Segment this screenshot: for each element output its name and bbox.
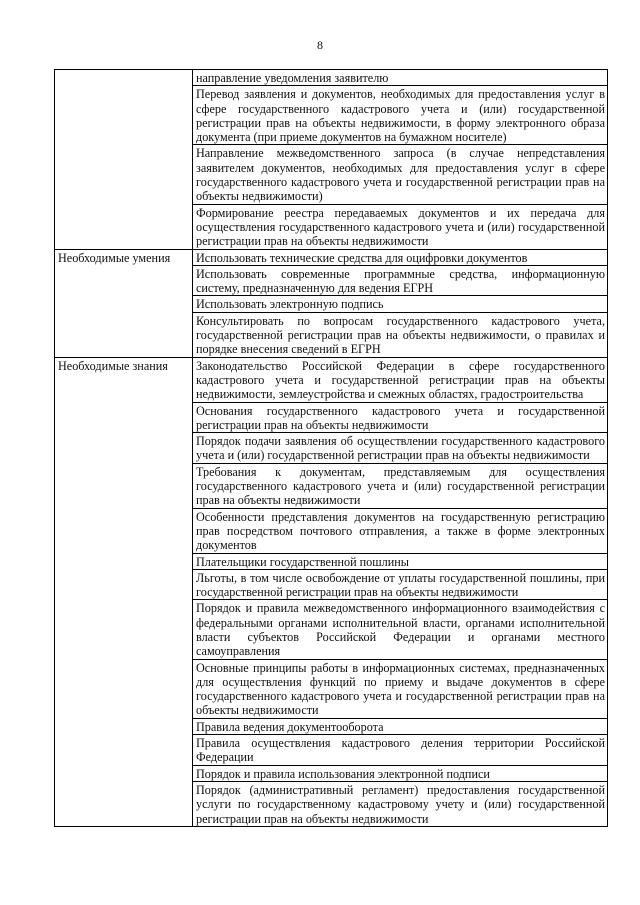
row-text-cell: Формирование реестра передаваемых документов и их передача для осуществления государственного кадастрового учета и (или) государственной регистрации прав на объекты недвижимости: [193, 204, 608, 249]
row-text-cell: Основания государственного кадастрового учета и государственной регистрации прав на объекты недвижимости: [193, 402, 608, 433]
row-text-cell: Порядок и правила использования электронной подписи: [193, 765, 608, 781]
row-text-cell: направление уведомления заявителю: [193, 70, 608, 86]
row-text-cell: Льготы, в том числе освобождение от уплаты государственной пошлины, при государственной регистрации прав на объекты недвижимости: [193, 569, 608, 600]
skills-label: Необходимые умения: [55, 249, 193, 357]
row-text-cell: Использовать электронную подпись: [193, 296, 608, 312]
row-text-cell: Порядок (административный регламент) предоставления государственной услуги по государственному кадастровому учету и (или) государственной регистрации прав на объекты недвижимости: [193, 781, 608, 826]
page-number: 8: [317, 38, 323, 52]
row-text-cell: Направление межведомственного запроса (в случае непредставления заявителем документов, необходимых для предоставления услуг в сфере государственного кадастрового учета и государственной регистрации прав на объекты недвижимости): [193, 145, 608, 204]
row-text-cell: Порядок подачи заявления об осуществлении государственного кадастрового учета и (или) государственной регистрации прав на объекты недвижимости: [193, 433, 608, 464]
knowledge-label: Необходимые знания: [55, 357, 193, 826]
row-text-cell: Особенности представления документов на государственную регистрацию прав посредством почтового отправления, а также в форме электронных документов: [193, 508, 608, 553]
table-row: [55, 357, 608, 402]
row-text-cell: Основные принципы работы в информационных системах, предназначенных для осуществления функций по приему и выдаче документов в сфере государственного кадастрового учета и государственной регистрации прав на объекты недвижимости: [193, 659, 608, 718]
row-text-cell: Консультировать по вопросам государственного кадастрового учета, государственной регистрации прав на объекты недвижимости, о правилах и порядке внесения сведений в ЕГРН: [193, 312, 608, 357]
row-text-cell: Использовать современные программные средства, информационную систему, предназначенную для ведения ЕГРН: [193, 265, 608, 296]
row-text-cell: Требования к документам, представляемым для осуществления государственного кадастрового учета и (или) государственной регистрации прав на объекты недвижимости: [193, 463, 608, 508]
row-text-cell: Правила осуществления кадастрового деления территории Российской Федерации: [193, 735, 608, 766]
competency-table: [54, 69, 608, 827]
row-text-cell: Правила ведения документооборота: [193, 718, 608, 734]
row-text-cell: Использовать технические средства для оцифровки документов: [193, 249, 608, 265]
table-row: [55, 70, 608, 86]
row-text-cell: Плательщики государственной пошлины: [193, 553, 608, 569]
table-row: [55, 249, 608, 265]
row-text-cell: Законодательство Российской Федерации в сфере государственного кадастрового учета и государственной регистрации прав на объекты недвижимости, землеустройства и смежных областях, градостроительства: [193, 357, 608, 402]
row-text-cell: Перевод заявления и документов, необходимых для предоставления услуг в сфере государственного кадастрового учета и (или) государственной регистрации прав на объекты недвижимости, в форму электронного образа документа (при приеме документов на бумажном носителе): [193, 86, 608, 145]
row-text-cell: Порядок и правила межведомственного информационного взаимодействия с федеральными органами исполнительной власти, органами исполнительной власти субъектов Российской Федерации и органами местного самоуправления: [193, 600, 608, 659]
row-label-cell: [55, 70, 193, 250]
